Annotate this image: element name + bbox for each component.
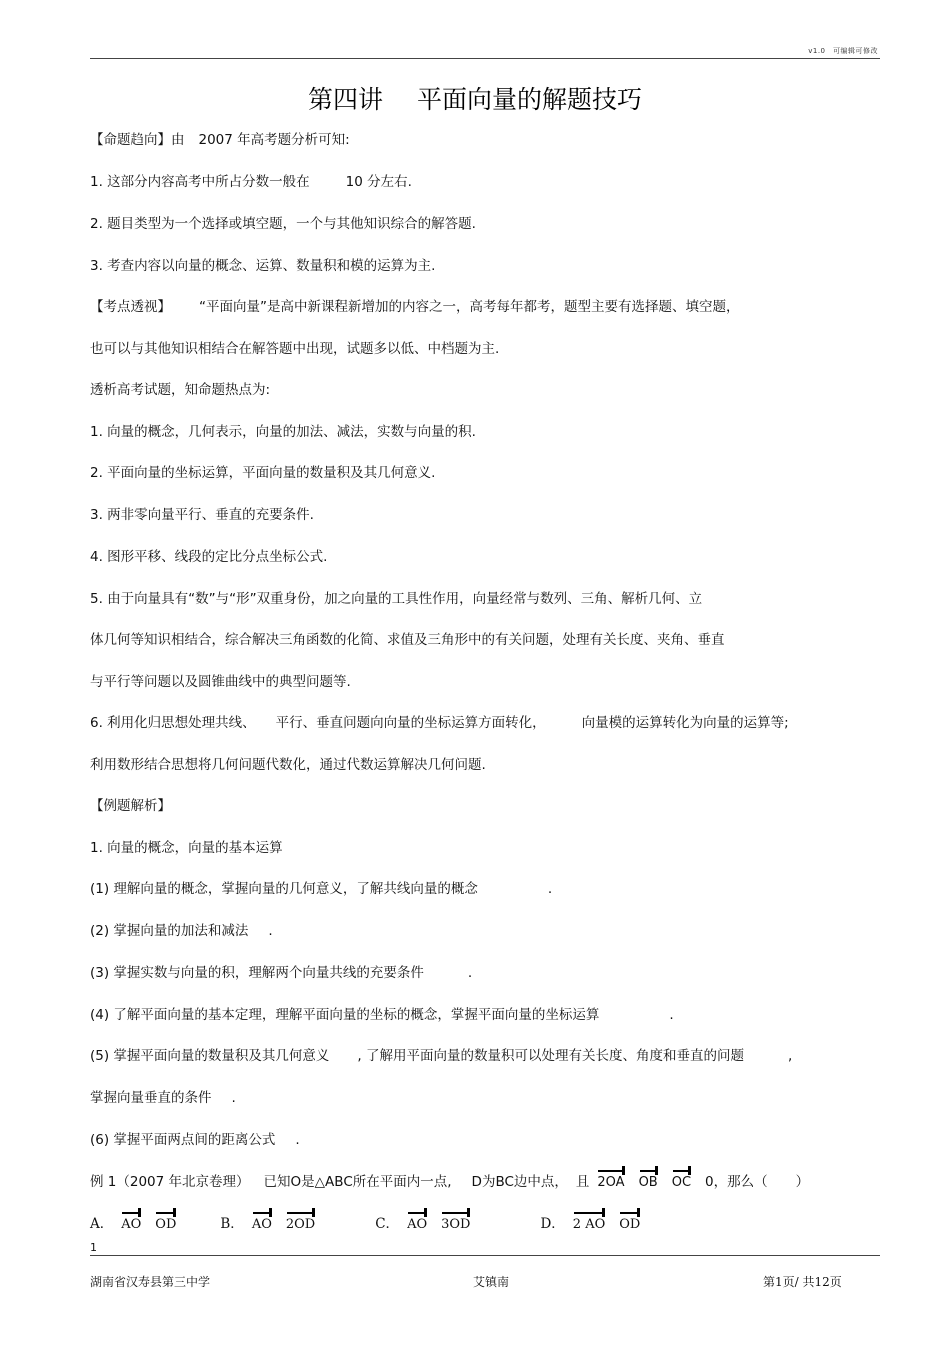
focus-paragraph xyxy=(90,298,740,316)
hotspot-6-line-2: 利用数形结合思想将几何问题代数化，通过代数运算解决几何问题. xyxy=(90,757,486,773)
trend-point-1-score: 10 分左右. xyxy=(345,174,412,190)
title-lecture-number: 第四讲 xyxy=(307,85,383,114)
trend-label: 【命题趋向】由 xyxy=(90,132,185,148)
period: . xyxy=(295,1132,300,1148)
objective-1-text: (1) 理解向量的概念，掌握向量的几何意义，了解共线向量的概念 xyxy=(90,881,478,897)
objective-5-cont xyxy=(90,1089,236,1107)
period: . xyxy=(268,923,273,939)
option-c-vector-1: AO xyxy=(407,1213,427,1234)
objective-5-text-b: , 了解用平面向量的数量积可以处理有关长度、角度和垂直的问题 xyxy=(357,1048,745,1064)
q-segment-bc: BC xyxy=(495,1174,514,1190)
footer-rule xyxy=(90,1255,880,1256)
footer-author: 艾镇南 xyxy=(473,1275,510,1289)
hotspot-3: 3. 两非零向量平行、垂直的充要条件. xyxy=(90,507,314,523)
option-a-vector-2: OD xyxy=(155,1213,176,1234)
option-b-vector-1: AO xyxy=(252,1213,272,1234)
option-c-vector-2: 3OD xyxy=(441,1213,470,1234)
q-text-c: 所在平面内一点, xyxy=(352,1174,452,1190)
page-title xyxy=(0,80,950,116)
q-text-a: 已知 xyxy=(263,1174,291,1190)
option-b-vector-2: 2OD xyxy=(286,1213,315,1234)
footer-page-count: 第1页/ 共12页 xyxy=(763,1275,842,1289)
option-a-vector-1: AO xyxy=(121,1213,141,1234)
period: . xyxy=(231,1090,236,1106)
q-text-g: ，那么（ xyxy=(713,1174,768,1190)
objective-5-text-a: (5) 掌握平面向量的数量积及其几何意义 xyxy=(90,1048,330,1064)
trend-point-1-text: 1. 这部分内容高考中所占分数一般在 xyxy=(90,174,310,190)
section-1-heading: 1. 向量的概念，向量的基本运算 xyxy=(90,840,283,856)
option-d-label: D． xyxy=(540,1216,565,1232)
vector-oc: OC xyxy=(672,1171,691,1192)
objective-1 xyxy=(90,880,552,898)
examples-label: 【例题解析】 xyxy=(90,798,171,814)
q-text-e: 边中点， xyxy=(513,1174,568,1190)
period: . xyxy=(669,1007,674,1023)
option-a-label: A． xyxy=(90,1216,114,1232)
hotspot-2: 2. 平面向量的坐标运算，平面向量的数量积及其几何意义. xyxy=(90,465,436,481)
hotspot-6-part-1: 6. 利用化归思想处理共线、 xyxy=(90,715,256,731)
q-text-b: 是 xyxy=(301,1174,315,1190)
trend-point-3: 3. 考查内容以向量的概念、运算、数量积和模的运算为主. xyxy=(90,258,436,274)
objective-2 xyxy=(90,922,273,940)
objective-4 xyxy=(90,1006,674,1024)
q-close-paren: ） xyxy=(795,1174,810,1190)
option-d-vector-2: OD xyxy=(619,1213,640,1234)
q-triangle: △ABC xyxy=(314,1174,353,1190)
objective-5 xyxy=(90,1047,792,1065)
q-point-d: D xyxy=(471,1174,482,1190)
hotspot-5-line-3: 与平行等问题以及圆锥曲线中的典型问题等. xyxy=(90,674,351,690)
objective-3-text: (3) 掌握实数与向量的积，理解两个向量共线的充要条件 xyxy=(90,965,424,981)
footer-school: 湖南省汉寿县第三中学 xyxy=(90,1275,211,1289)
focus-label: 【考点透视】 xyxy=(90,299,171,315)
period: . xyxy=(547,881,553,897)
option-c-label: C． xyxy=(375,1216,400,1232)
hotspot-5-line-2: 体几何等知识相结合，综合解决三角函数的化简、求值及三角形中的有关问题，处理有关长度、夹角、垂直 xyxy=(90,632,725,648)
focus-intro: 透析高考试题，知命题热点为: xyxy=(90,382,271,398)
q-zero: 0 xyxy=(705,1174,714,1190)
hotspot-6-line-1 xyxy=(90,714,789,732)
focus-text-1: “平面向量”是高中新课程新增加的内容之一，高考每年都考，题型主要有选择题、填空题， xyxy=(199,299,740,315)
footer-page-number: 1 xyxy=(90,1241,97,1254)
option-b-label: B． xyxy=(220,1216,244,1232)
q-text-f: 且 xyxy=(575,1174,590,1190)
q-point-o: O xyxy=(290,1174,302,1190)
hotspot-5-line-1: 5. 由于向量具有“数”与“形”双重身份，加之向量的工具性作用，向量经常与数列、三角、解析几何、立 xyxy=(90,591,703,607)
option-d-vector-1: 2 AO xyxy=(573,1213,605,1234)
period: . xyxy=(467,965,473,981)
hotspot-1: 1. 向量的概念，几何表示，向量的加法、减法，实数与向量的积. xyxy=(90,424,476,440)
objective-6 xyxy=(90,1131,300,1149)
example-1-source: 例 1（2007 年北京卷理） xyxy=(90,1174,250,1190)
q-text-d: 为 xyxy=(481,1174,496,1190)
vector-2oa: 2OA xyxy=(597,1171,624,1192)
comma: , xyxy=(788,1048,793,1064)
example-1-question xyxy=(90,1171,809,1192)
example-1-options xyxy=(90,1213,640,1234)
trend-point-1 xyxy=(90,173,412,191)
vector-ob: OB xyxy=(639,1171,658,1192)
header-rule xyxy=(90,58,880,59)
header-version-tag: v1.0 可编辑可修改 xyxy=(808,47,878,55)
focus-text-2: 也可以与其他知识相结合在解答题中出现，试题多以低、中档题为主. xyxy=(90,341,500,357)
objective-3 xyxy=(90,964,472,982)
hotspot-4: 4. 图形平移、线段的定比分点坐标公式. xyxy=(90,549,328,565)
trend-point-2: 2. 题目类型为一个选择或填空题，一个与其他知识综合的解答题. xyxy=(90,216,476,232)
objective-2-text: (2) 掌握向量的加法和减法 xyxy=(90,923,249,939)
hotspot-6-part-3: 向量模的运算转化为向量的运算等; xyxy=(581,715,789,731)
title-topic: 平面向量的解题技巧 xyxy=(417,85,643,114)
trend-source: 2007 年高考题分析可知: xyxy=(198,132,350,148)
objective-4-text: (4) 了解平面向量的基本定理，理解平面向量的坐标的概念，掌握平面向量的坐标运算 xyxy=(90,1007,600,1023)
trend-intro xyxy=(90,131,350,149)
objective-6-text: (6) 掌握平面两点间的距离公式 xyxy=(90,1132,276,1148)
objective-5-text-c: 掌握向量垂直的条件 xyxy=(90,1090,212,1106)
hotspot-6-part-2: 平行、垂直问题向向量的坐标运算方面转化， xyxy=(275,715,546,731)
